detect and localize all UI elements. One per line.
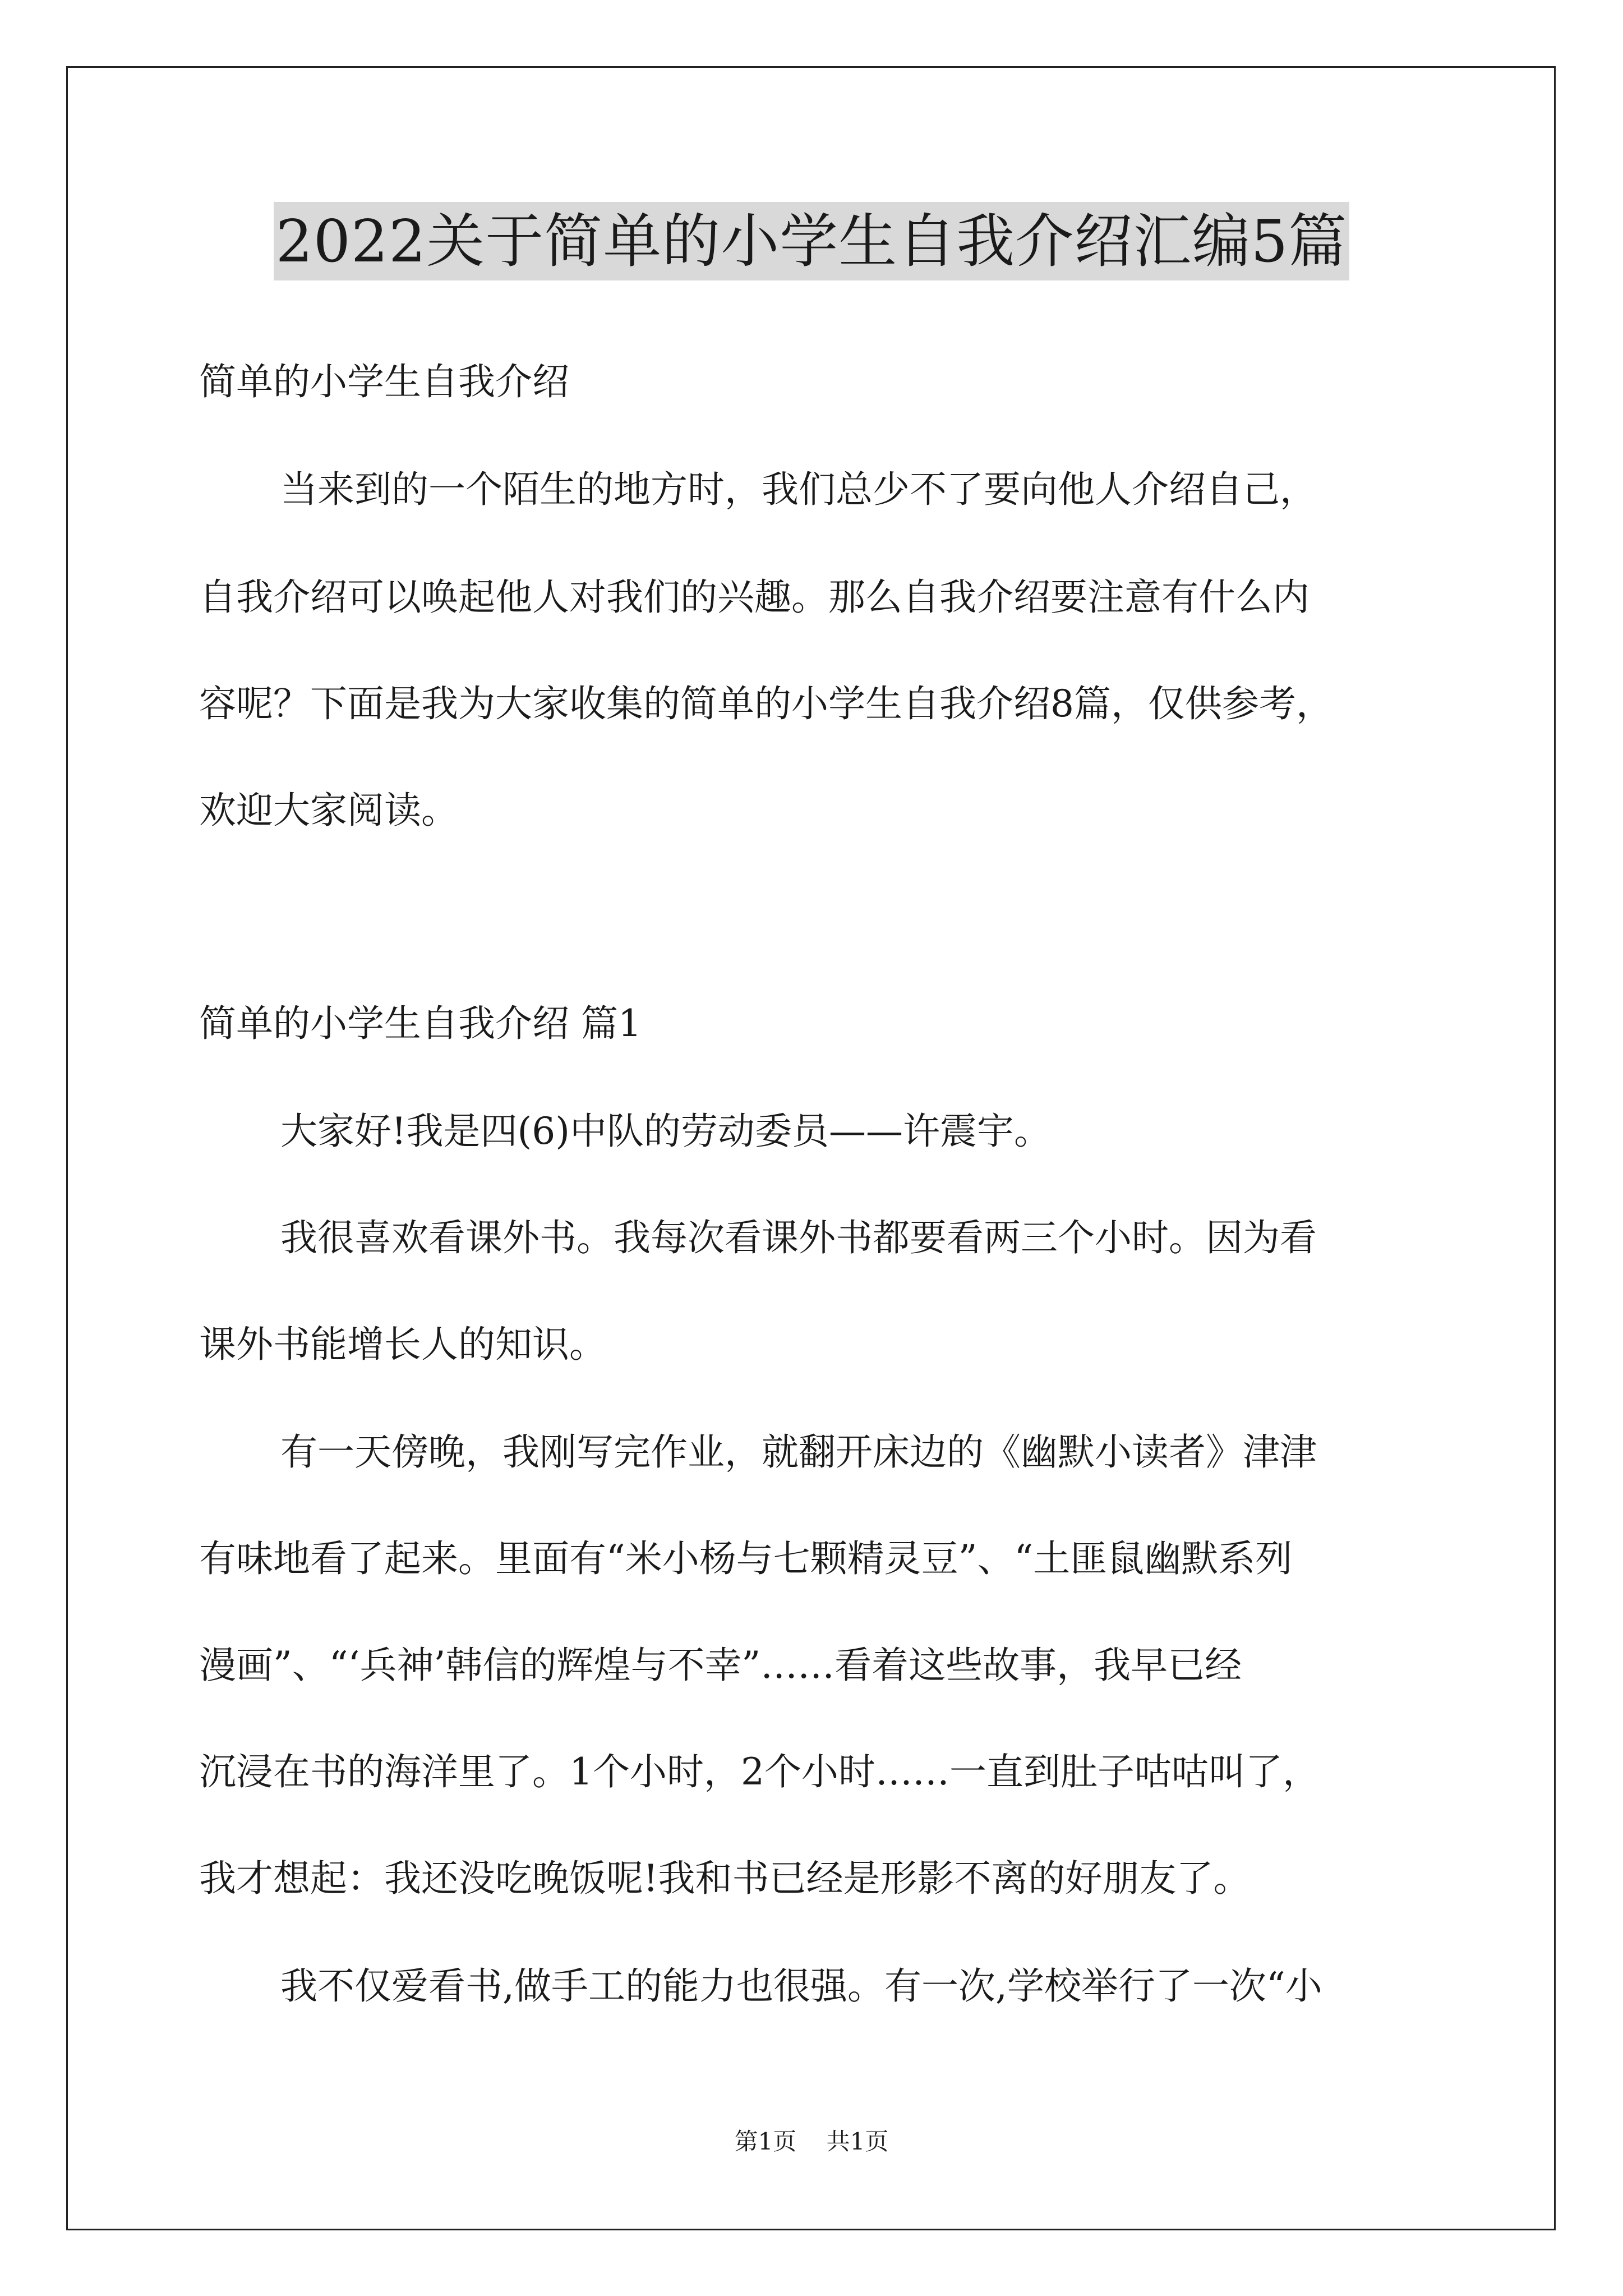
paragraph-line: 欢迎大家阅读。 (199, 789, 458, 832)
paragraph-line: 沉浸在书的海洋里了。1个小时，2个小时……一直到肚子咕咕叫了， (199, 1750, 1320, 1793)
paragraph-line: 有味地看了起来。里面有“米小杨与七颗精灵豆”、“土匪鼠幽默系列 (199, 1537, 1293, 1580)
paragraph-line: 自我介绍可以唤起他人对我们的兴趣。那么自我介绍要注意有什么内 (199, 576, 1310, 619)
paragraph-line: 课外书能增长人的知识。 (199, 1323, 606, 1366)
page-number: 第1页 (734, 2128, 797, 2155)
document-title: 2022关于简单的小学生自我介绍汇编5篇 (274, 202, 1350, 280)
paragraph-line: 大家好!我是四(6)中队的劳动委员——许震宇。 (280, 1110, 1052, 1153)
paragraph-line: 有一天傍晚，我刚写完作业，就翻开床边的《幽默小读者》津津 (280, 1430, 1317, 1474)
paragraph-line: 当来到的一个陌生的地方时，我们总少不了要向他人介绍自己， (280, 468, 1317, 511)
title-container (0, 202, 1623, 280)
page-footer (0, 2125, 1623, 2159)
paragraph-line: 漫画”、“‘兵神’韩信的辉煌与不幸”……看着这些故事，我早已经 (199, 1644, 1242, 1687)
paragraph-line: 容呢？下面是我为大家收集的简单的小学生自我介绍8篇，仅供参考， (199, 682, 1333, 725)
paragraph-line: 我才想起：我还没吃晚饭呢!我和书已经是形影不离的好朋友了。 (199, 1857, 1251, 1900)
paragraph-line: 我很喜欢看课外书。我每次看课外书都要看两三个小时。因为看 (280, 1216, 1317, 1259)
page-total: 共1页 (826, 2128, 889, 2155)
section-heading: 简单的小学生自我介绍 (199, 360, 569, 403)
section-heading: 简单的小学生自我介绍 篇1 (199, 1002, 642, 1045)
paragraph-line: 我不仅爱看书,做手工的能力也很强。有一次,学校举行了一次“小 (280, 1964, 1322, 2008)
